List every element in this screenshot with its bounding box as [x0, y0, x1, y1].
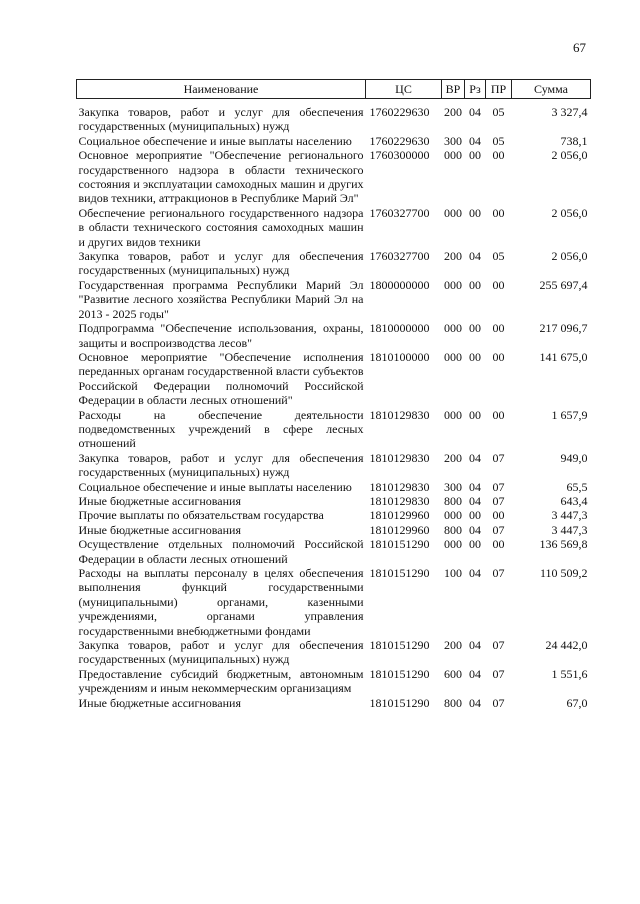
- cell-pr: 07: [492, 638, 505, 653]
- cell-rz: 04: [469, 566, 481, 580]
- table-row: [77, 638, 591, 667]
- header-sum: Сумма: [512, 80, 591, 99]
- cell-vr: 000: [444, 349, 462, 364]
- cell-sum: 1 551,6: [551, 666, 588, 681]
- table-row: [77, 249, 591, 278]
- cell-pr: 07: [492, 566, 505, 580]
- cell-name: Иные бюджетные ассигнования: [78, 493, 241, 508]
- page-number: 67: [573, 40, 586, 55]
- cell-rz: 00: [469, 349, 481, 364]
- cell-sum: 3 447,3: [551, 508, 588, 523]
- cell-pr: 07: [492, 695, 505, 710]
- cell-vr: 200: [444, 638, 462, 653]
- cell-rz: 04: [469, 479, 481, 494]
- cell-pr: 00: [492, 277, 505, 292]
- table-row: [77, 148, 591, 206]
- cell-pr: 00: [492, 407, 505, 422]
- table-row: [77, 480, 591, 494]
- cell-sum: 643,4: [560, 493, 588, 508]
- cell-sum: 217 096,7: [539, 321, 588, 336]
- table-row: [77, 523, 591, 537]
- cell-name: Закупка товаров, работ и услуг для обеспечения государственных (муниципальных) нужд: [78, 450, 364, 480]
- cell-sum: 3 447,3: [551, 522, 588, 537]
- table-body: [77, 99, 591, 711]
- cell-pr: 00: [492, 148, 505, 163]
- cell-sum: 65,5: [566, 479, 588, 494]
- table-row: [77, 667, 591, 696]
- cell-sum: 136 569,8: [539, 537, 588, 552]
- cell-name: Прочие выплаты по обязательствам государства: [78, 508, 324, 523]
- cell-rz: 00: [469, 537, 481, 552]
- table-row: [77, 350, 591, 408]
- table-row: [77, 408, 591, 451]
- cell-sum: 3 327,4: [551, 105, 588, 119]
- table-row: [77, 206, 591, 249]
- cell-rz: 04: [469, 695, 481, 710]
- cell-rz: 00: [469, 277, 481, 292]
- cell-name: Расходы на обеспечение деятельности подведомственных учреждений в сфере лесных отношений: [78, 407, 364, 451]
- table-row: [77, 134, 591, 148]
- cell-pr: 05: [492, 105, 505, 119]
- cell-vr: 000: [444, 537, 462, 552]
- cell-cs: 1760327700: [369, 249, 430, 264]
- cell-pr: 00: [492, 349, 505, 364]
- cell-cs: 1810000000: [369, 321, 430, 336]
- header-vr: ВР: [442, 80, 465, 99]
- header-rz: Рз: [465, 80, 486, 99]
- cell-rz: 04: [469, 638, 481, 653]
- table-row: [77, 321, 591, 350]
- budget-table: [76, 79, 591, 710]
- cell-pr: 00: [492, 205, 505, 220]
- cell-pr: 07: [492, 493, 505, 508]
- cell-vr: 300: [444, 479, 462, 494]
- cell-cs: 1760327700: [369, 205, 430, 220]
- table-row: [77, 451, 591, 480]
- cell-vr: 000: [444, 321, 462, 336]
- cell-rz: 04: [469, 493, 481, 508]
- cell-name: Иные бюджетные ассигнования: [78, 695, 241, 710]
- cell-cs: 1810129830: [369, 479, 430, 494]
- cell-name: Иные бюджетные ассигнования: [78, 522, 241, 537]
- cell-rz: 00: [469, 321, 481, 336]
- cell-vr: 000: [444, 205, 462, 220]
- table-row: [77, 99, 591, 134]
- cell-cs: 1810151290: [369, 566, 430, 580]
- cell-vr: 200: [444, 450, 462, 465]
- table-row: [77, 696, 591, 710]
- cell-rz: 04: [469, 133, 481, 148]
- header-cs: ЦС: [366, 80, 442, 99]
- cell-pr: 07: [492, 450, 505, 465]
- cell-name: Закупка товаров, работ и услуг для обеспечения государственных (муниципальных) нужд: [78, 249, 364, 278]
- header-name: Наименование: [77, 80, 366, 99]
- cell-cs: 1810151290: [369, 638, 430, 653]
- cell-cs: 1760300000: [369, 148, 430, 163]
- cell-name: Обеспечение регионального государственного надзора в области технического состояния самоходных машин и других видов техники: [78, 205, 364, 249]
- cell-sum: 255 697,4: [539, 277, 588, 292]
- cell-pr: 07: [492, 479, 505, 494]
- cell-vr: 000: [444, 148, 462, 163]
- cell-vr: 000: [444, 407, 462, 422]
- cell-name: Основное мероприятие "Обеспечение исполнения переданных органам государственной власти субъектов Российской Федерации полномочий Российской Федерации в области лесных отношений": [78, 349, 364, 408]
- cell-sum: 24 442,0: [545, 638, 588, 653]
- cell-pr: 00: [492, 321, 505, 336]
- cell-rz: 04: [469, 666, 481, 681]
- cell-sum: 738,1: [560, 133, 588, 148]
- cell-rz: 00: [469, 148, 481, 163]
- cell-sum: 949,0: [560, 450, 588, 465]
- cell-rz: 00: [469, 205, 481, 220]
- cell-rz: 04: [469, 105, 481, 119]
- cell-name: Социальное обеспечение и иные выплаты населению: [78, 133, 352, 148]
- cell-pr: 00: [492, 508, 505, 523]
- cell-cs: 1810151290: [369, 666, 430, 681]
- cell-cs: 1810129830: [369, 450, 430, 465]
- cell-pr: 05: [492, 249, 505, 264]
- table-row: [77, 537, 591, 566]
- cell-vr: 000: [444, 277, 462, 292]
- cell-sum: 1 657,9: [551, 407, 588, 422]
- cell-vr: 200: [444, 105, 462, 119]
- cell-cs: 1810151290: [369, 695, 430, 710]
- cell-cs: 1810100000: [369, 349, 430, 364]
- cell-cs: 1760229630: [369, 105, 430, 119]
- cell-vr: 300: [444, 133, 462, 148]
- cell-rz: 04: [469, 249, 481, 264]
- cell-rz: 00: [469, 407, 481, 422]
- cell-name: Закупка товаров, работ и услуг для обеспечения государственных (муниципальных) нужд: [78, 105, 364, 134]
- cell-cs: 1760229630: [369, 133, 430, 148]
- cell-name: Предоставление субсидий бюджетным, автономным учреждениям и иным некоммерческим организациям: [78, 666, 364, 696]
- cell-rz: 00: [469, 508, 481, 523]
- cell-rz: 04: [469, 450, 481, 465]
- cell-rz: 04: [469, 522, 481, 537]
- cell-sum: 2 056,0: [551, 205, 588, 220]
- cell-pr: 07: [492, 522, 505, 537]
- cell-name: Основное мероприятие "Обеспечение регионального государственного надзора в области технического состояния и эксплуатации самоходных машин и других видов техники, аттракционов в Республике Марий Эл": [78, 148, 364, 206]
- cell-sum: 141 675,0: [539, 349, 588, 364]
- cell-cs: 1810129960: [369, 522, 430, 537]
- cell-sum: 2 056,0: [551, 249, 588, 264]
- cell-vr: 100: [444, 566, 462, 580]
- cell-pr: 07: [492, 666, 505, 681]
- cell-cs: 1810151290: [369, 537, 430, 552]
- cell-sum: 110 509,2: [539, 566, 588, 580]
- cell-cs: 1800000000: [369, 277, 430, 292]
- cell-vr: 800: [444, 522, 462, 537]
- cell-vr: 200: [444, 249, 462, 264]
- cell-cs: 1810129960: [369, 508, 430, 523]
- cell-pr: 05: [492, 133, 505, 148]
- cell-name: Подпрограмма "Обеспечение использования, охраны, защиты и воспроизводства лесов": [78, 321, 364, 350]
- cell-name: Государственная программа Республики Марий Эл "Развитие лесного хозяйства Республики Марий Эл на 2013 - 2025 годы": [78, 277, 364, 321]
- cell-name: Социальное обеспечение и иные выплаты населению: [78, 479, 352, 494]
- cell-vr: 600: [444, 666, 462, 681]
- table-row: [77, 278, 591, 321]
- table-row: [77, 566, 591, 638]
- cell-vr: 000: [444, 508, 462, 523]
- cell-sum: 67,0: [566, 695, 588, 710]
- cell-name: Осуществление отдельных полномочий Российской Федерации в области лесных отношений: [78, 537, 364, 566]
- header-pr: ПР: [486, 80, 512, 99]
- cell-pr: 00: [492, 537, 505, 552]
- cell-cs: 1810129830: [369, 493, 430, 508]
- cell-sum: 2 056,0: [551, 148, 588, 163]
- cell-vr: 800: [444, 493, 462, 508]
- cell-name: Расходы на выплаты персоналу в целях обеспечения выполнения функций государственными (муниципальными) органами, казенными учреждениями, органами управления государственными внебюджетными фондами: [78, 566, 364, 638]
- table-row: [77, 494, 591, 508]
- cell-cs: 1810129830: [369, 407, 430, 422]
- cell-vr: 800: [444, 695, 462, 710]
- cell-name: Закупка товаров, работ и услуг для обеспечения государственных (муниципальных) нужд: [78, 638, 364, 667]
- table-header-row: [77, 80, 591, 99]
- table-row: [77, 508, 591, 522]
